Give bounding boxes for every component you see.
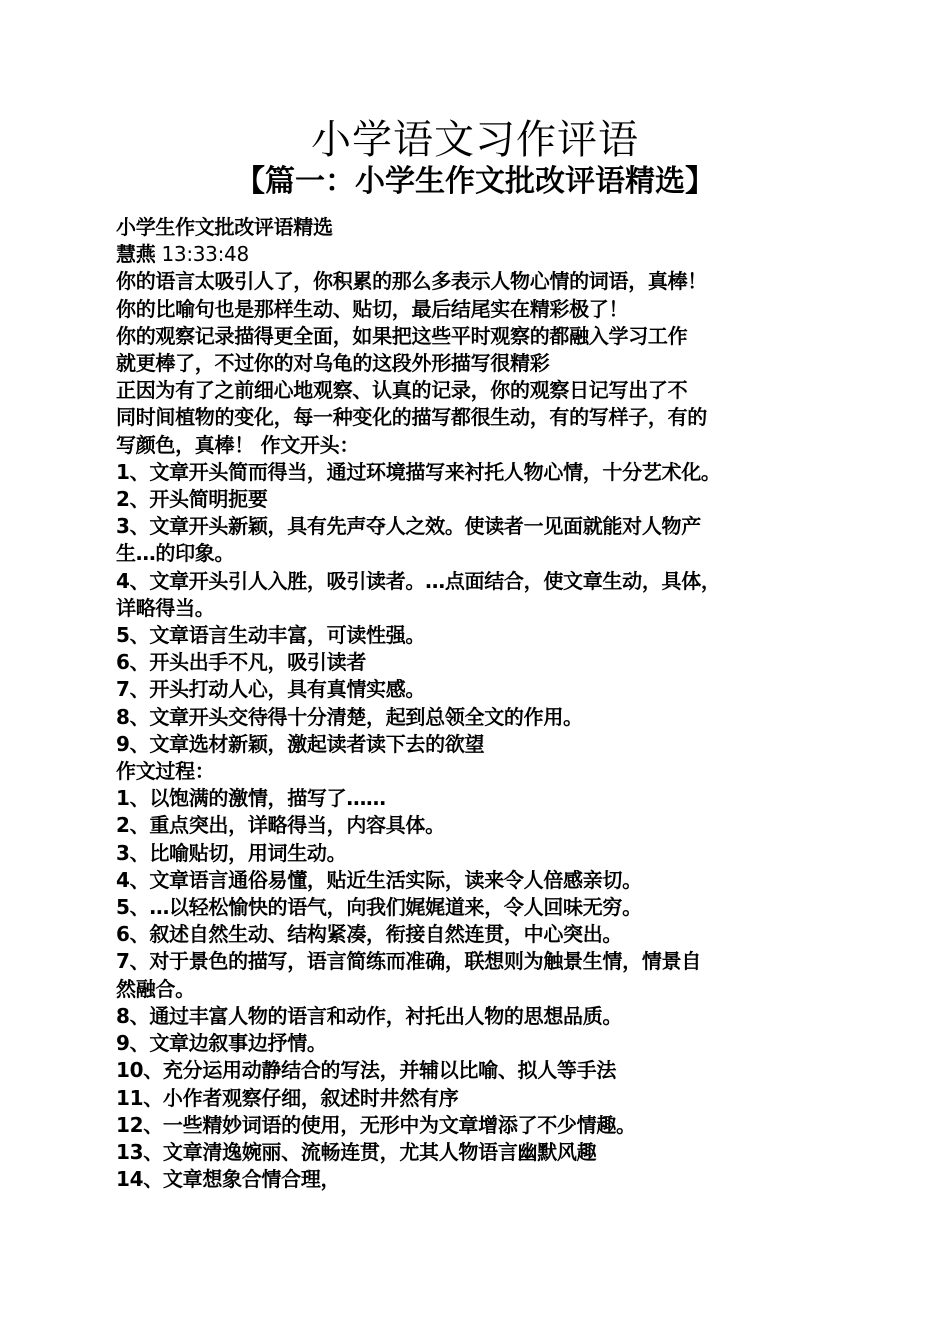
list-item: 5、文章语言生动丰富，可读性强。 (116, 623, 426, 648)
author-name: 慧燕 (116, 242, 156, 267)
list-item: 8、文章开头交待得十分清楚，起到总领全文的作用。 (116, 704, 583, 729)
text-line: 同时间植物的变化，每一种变化的描写都很生动，有的写样子，有的 (116, 405, 707, 430)
list-item: 5、…以轻松愉快的语气，向我们娓娓道来，令人回味无穷。 (116, 895, 642, 920)
list-item: 4、文章语言通俗易懂，贴近生活实际，读来令人倍感亲切。 (116, 867, 642, 892)
text-line: 写颜色，真棒！ 作文开头： (116, 432, 360, 457)
text-line: 你的比喻句也是那样生动、贴切，最后结尾实在精彩极了！ (116, 296, 629, 321)
list-item-continued: 然融合。 (116, 976, 195, 1001)
author-line (116, 241, 846, 268)
document-title: 小学语文习作评语 (311, 117, 639, 163)
list-item: 6、开头出手不凡，吸引读者 (116, 650, 367, 675)
list-item: 3、比喻贴切，用词生动。 (116, 840, 347, 865)
list-item: 12、一些精妙词语的使用，无形中为文章增添了不少情趣。 (116, 1112, 636, 1137)
list-item: 8、通过丰富人物的语言和动作，衬托出人物的思想品质。 (116, 1003, 623, 1028)
list-item: 14、文章想象合情合理， (116, 1167, 341, 1192)
document-body (116, 214, 846, 1193)
text-line: 你的观察记录描得更全面，如果把这些平时观察的都融入学习工作 (116, 323, 688, 348)
section-heading: 小学生作文批改评语精选 (116, 215, 333, 239)
list-item: 2、重点突出，详略得当，内容具体。 (116, 813, 445, 838)
list-item-continued: 详略得当。 (116, 595, 215, 620)
list-item: 9、文章选材新颖，激起读者读下去的欲望 (116, 731, 485, 756)
list-item: 1、文章开头简而得当，通过环境描写来衬托人物心情，十分艺术化。 (116, 459, 721, 484)
list-item: 1、以饱满的激情，描写了…… (116, 786, 386, 811)
list-item: 9、文章边叙事边抒情。 (116, 1031, 327, 1056)
subsection-heading: 作文过程： (116, 759, 215, 784)
list-item: 4、文章开头引人入胜，吸引读者。…点面结合，使文章生动，具体， (116, 568, 721, 593)
list-item: 2、开头简明扼要 (116, 487, 268, 512)
list-item: 10、充分运用动静结合的写法，并辅以比喻、拟人等手法 (116, 1058, 617, 1083)
list-item: 3、文章开头新颖，具有先声夺人之效。使读者一见面就能对人物产 (116, 514, 701, 539)
list-item: 7、对于景色的描写，语言简练而准确，联想则为触景生情，情景自 (116, 949, 701, 974)
list-item-continued: 生…的印象。 (116, 541, 235, 566)
text-line: 就更棒了，不过你的对乌龟的这段外形描写很精彩 (116, 351, 550, 376)
text-line: 你的语言太吸引人了，你积累的那么多表示人物心情的词语，真棒！ (116, 269, 707, 294)
list-item: 11、小作者观察仔细，叙述时井然有序 (116, 1085, 459, 1110)
list-item: 7、开头打动人心，具有真情实感。 (116, 677, 426, 702)
list-item: 13、文章清逸婉丽、流畅连贯，尤其人物语言幽默风趣 (116, 1139, 597, 1164)
list-item: 6、叙述自然生动、结构紧凑，衔接自然连贯，中心突出。 (116, 922, 623, 947)
post-time: 13:33:48 (155, 242, 249, 267)
document-subtitle: 【篇一：小学生作文批改评语精选】 (235, 164, 715, 199)
text-line: 正因为有了之前细心地观察、认真的记录，你的观察日记写出了不 (116, 378, 688, 403)
